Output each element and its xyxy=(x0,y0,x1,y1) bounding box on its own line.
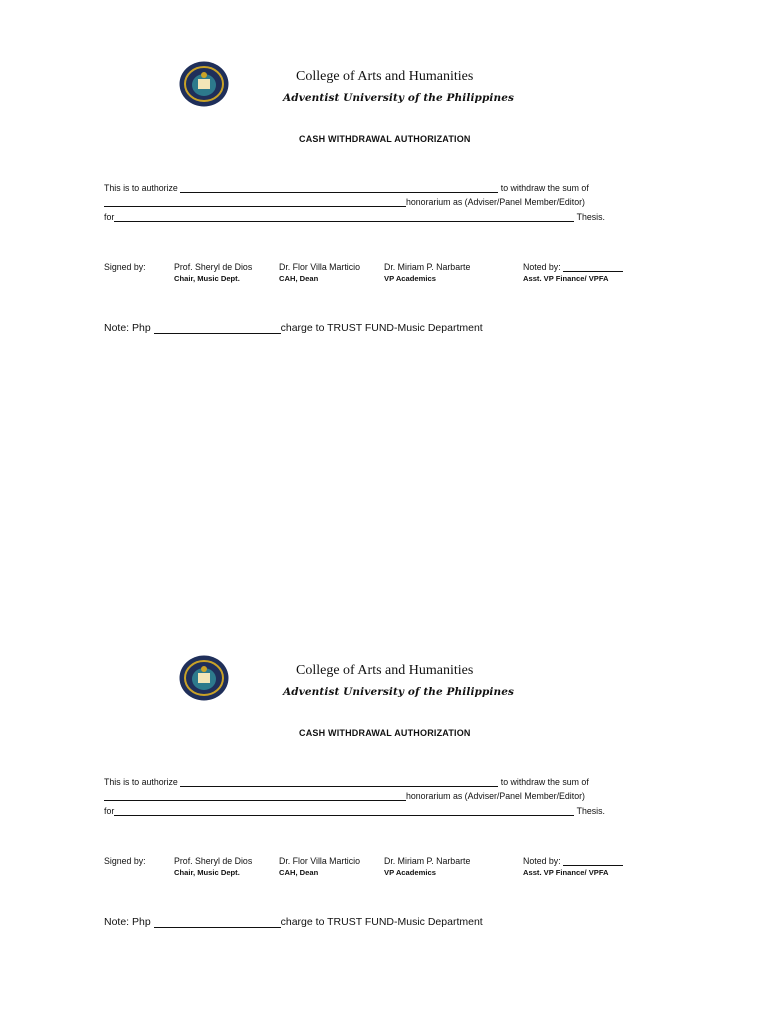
signatory-dean xyxy=(279,856,360,877)
signatory-dean xyxy=(279,262,360,283)
noted-by-field[interactable] xyxy=(563,262,623,272)
note-label: Note: Php xyxy=(104,916,151,928)
authorize-line xyxy=(104,777,589,787)
authorization-form-1 xyxy=(0,0,768,400)
form-title: CASH WITHDRAWAL AUTHORIZATION xyxy=(299,728,471,738)
noted-by-label: Noted by: xyxy=(523,262,561,272)
signatory-name: Dr. Miriam P. Narbarte xyxy=(384,856,471,866)
authorization-form-2 xyxy=(0,594,768,994)
noted-by xyxy=(523,262,623,283)
amount-field[interactable] xyxy=(104,791,406,801)
signatory-role: CAH, Dean xyxy=(279,274,319,283)
note-line xyxy=(104,322,483,334)
university-seal-icon xyxy=(179,655,229,701)
signatory-vp-academics xyxy=(384,856,470,877)
honorarium-label: honorarium as (Adviser/Panel Member/Editor) xyxy=(406,197,585,207)
thesis-label: Thesis. xyxy=(576,806,605,816)
signatory-name: Prof. Sheryl de Dios xyxy=(174,856,253,866)
signatory-role: Asst. VP Finance/ VPFA xyxy=(523,274,609,283)
withdraw-label: to withdraw the sum of xyxy=(500,777,589,787)
thesis-line xyxy=(104,212,605,222)
noted-by xyxy=(523,856,623,877)
honorarium-label: honorarium as (Adviser/Panel Member/Editor) xyxy=(406,791,585,801)
authorized-person-field[interactable] xyxy=(180,183,498,193)
signatory-chair xyxy=(174,856,252,877)
authorize-line xyxy=(104,183,589,193)
trust-fund-label: charge to TRUST FUND-Music Department xyxy=(280,322,483,334)
signed-by-label: Signed by: xyxy=(104,856,146,866)
college-name: College of Arts and Humanities xyxy=(296,663,474,678)
authorize-label: This is to authorize xyxy=(104,777,178,787)
signed-by-label: Signed by: xyxy=(104,262,146,272)
withdraw-label: to withdraw the sum of xyxy=(500,183,589,193)
signatory-name: Dr. Flor Villa Marticio xyxy=(279,856,360,866)
signatory-name: Dr. Miriam P. Narbarte xyxy=(384,262,471,272)
authorize-label: This is to authorize xyxy=(104,183,178,193)
signatory-role: VP Academics xyxy=(384,868,436,877)
for-label: for xyxy=(104,212,115,222)
authorized-person-field[interactable] xyxy=(180,777,498,787)
php-amount-field[interactable] xyxy=(154,916,281,928)
signatory-chair xyxy=(174,262,252,283)
amount-line xyxy=(104,791,585,801)
signatory-role: VP Academics xyxy=(384,274,436,283)
note-line xyxy=(104,916,483,928)
thesis-line xyxy=(104,806,605,816)
signatory-role: CAH, Dean xyxy=(279,868,319,877)
university-seal-icon xyxy=(179,61,229,107)
signatory-name: Prof. Sheryl de Dios xyxy=(174,262,253,272)
php-amount-field[interactable] xyxy=(154,322,281,334)
amount-line xyxy=(104,197,585,207)
noted-by-field[interactable] xyxy=(563,856,623,866)
for-label: for xyxy=(104,806,115,816)
signatory-name: Dr. Flor Villa Marticio xyxy=(279,262,360,272)
trust-fund-label: charge to TRUST FUND-Music Department xyxy=(280,916,483,928)
signatory-role: Asst. VP Finance/ VPFA xyxy=(523,868,609,877)
form-title: CASH WITHDRAWAL AUTHORIZATION xyxy=(299,134,471,144)
signatory-role: Chair, Music Dept. xyxy=(174,868,240,877)
signatory-role: Chair, Music Dept. xyxy=(174,274,240,283)
amount-field[interactable] xyxy=(104,197,406,207)
signatory-vp-academics xyxy=(384,262,470,283)
college-name: College of Arts and Humanities xyxy=(296,69,474,84)
note-label: Note: Php xyxy=(104,322,151,334)
university-name: Adventist University of the Philippines xyxy=(283,92,515,104)
thesis-label: Thesis. xyxy=(576,212,605,222)
thesis-field[interactable] xyxy=(114,806,574,816)
noted-by-label: Noted by: xyxy=(523,856,561,866)
university-name: Adventist University of the Philippines xyxy=(283,686,515,698)
thesis-field[interactable] xyxy=(114,212,574,222)
